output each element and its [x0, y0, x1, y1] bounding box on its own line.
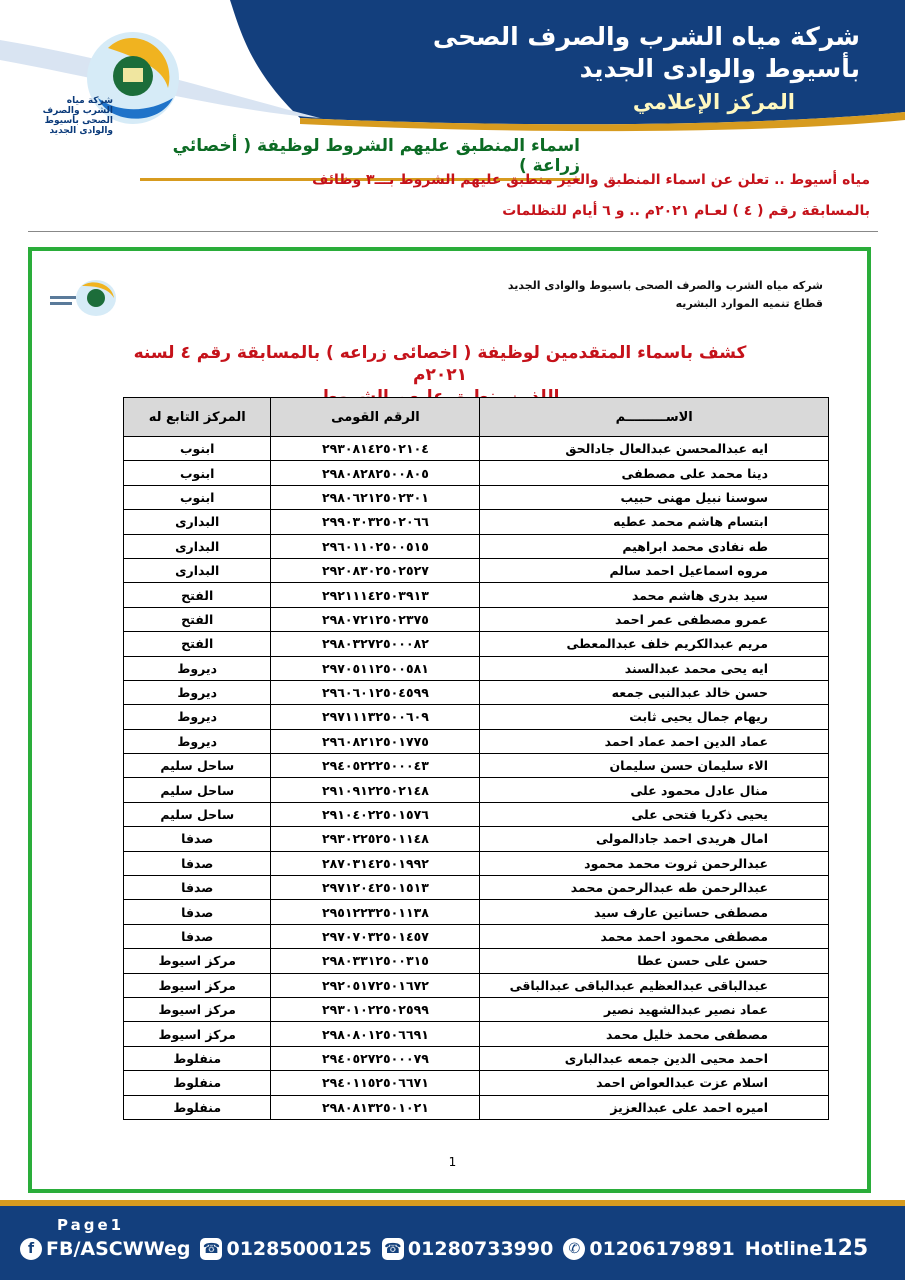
center-cell: الفتح	[124, 583, 271, 607]
center-cell: صدفا	[124, 900, 271, 924]
applicant-name-cell: طه نفادى محمد ابراهيم	[480, 534, 829, 558]
applicant-name-cell: الاء سليمان حسن سليمان	[480, 754, 829, 778]
applicant-name-cell: حسن خالد عبدالنبى جمعه	[480, 680, 829, 704]
table-row	[124, 827, 829, 851]
national-id-cell: ٢٨٧٠٣١٤٢٥٠١٩٩٢	[271, 851, 480, 875]
page-number: 1	[448, 1155, 457, 1169]
national-id-cell: ٢٩٨٠٨١٣٢٥٠١٠٢١	[271, 1095, 480, 1119]
applicant-name-cell: امال هريدى احمد جادالمولى	[480, 827, 829, 851]
national-id-cell: ٢٩٢٠٥١٧٢٥٠١٦٧٢	[271, 973, 480, 997]
table-row	[124, 485, 829, 509]
table-row	[124, 437, 829, 461]
center-cell: منفلوط	[124, 1095, 271, 1119]
page-label: Page1	[57, 1216, 125, 1234]
org-name: شركه مياه الشرب والصرف الصحى باسيوط والوادى الجديد	[507, 279, 823, 292]
national-id-cell: ٢٩٤٠٥٢٢٢٥٠٠٠٤٣	[271, 754, 480, 778]
center-cell: الفتح	[124, 607, 271, 631]
national-id-cell: ٢٩٥١٢٢٣٢٥٠١١٣٨	[271, 900, 480, 924]
national-id-cell: ٢٩٣٠٢٢٥٢٥٠١١٤٨	[271, 827, 480, 851]
announcement-title: اسماء المنطبق عليهم الشروط لوظيفة ( أخصائي زراعة )	[140, 136, 580, 181]
applicant-name-cell: ايه عبدالمحسن عبدالعال جادالحق	[480, 437, 829, 461]
national-id-cell: ٢٩٩٠٣٠٣٢٥٠٢٠٦٦	[271, 510, 480, 534]
phone-icon: ☎	[382, 1238, 404, 1260]
table-row	[124, 1046, 829, 1070]
facebook-link[interactable]	[20, 1238, 190, 1260]
national-id-cell: ٢٩٧١١١٣٢٥٠٠٦٠٩	[271, 705, 480, 729]
applicant-name-cell: منال عادل محمود على	[480, 778, 829, 802]
table-row	[124, 607, 829, 631]
table-row	[124, 705, 829, 729]
national-id-cell: ٢٩٤٠٥٢٧٢٥٠٠٠٧٩	[271, 1046, 480, 1070]
facebook-handle: FB/ASCWWeg	[46, 1237, 191, 1260]
applicant-name-cell: يحيى ذكريا فتحى على	[480, 802, 829, 826]
phone-icon: ☎	[200, 1238, 222, 1260]
table-row	[124, 876, 829, 900]
table-row	[124, 851, 829, 875]
center-cell: مركز اسيوط	[124, 997, 271, 1021]
table-row	[124, 924, 829, 948]
center-cell: صدفا	[124, 876, 271, 900]
table-row	[124, 1095, 829, 1119]
national-id-cell: ٢٩١٠٩١٢٢٥٠٢١٤٨	[271, 778, 480, 802]
applicants-table	[123, 397, 829, 1120]
national-id-cell: ٢٩٨٠٣٢٧٢٥٠٠٠٨٢	[271, 632, 480, 656]
divider	[28, 231, 878, 232]
national-id-cell: ٢٩٨٠٨٠١٢٥٠٦٦٩١	[271, 1022, 480, 1046]
center-cell: الفتح	[124, 632, 271, 656]
announcement-line1: مياه أسيوط .. تعلن عن اسماء المنطبق والغير منطبق عليهم الشروط بـــ٣ وظائف	[312, 172, 870, 188]
table-header-row	[124, 398, 829, 437]
table-row	[124, 973, 829, 997]
applicant-name-cell: اميره احمد على عبدالعزيز	[480, 1095, 829, 1119]
center-cell: مركز اسيوط	[124, 1022, 271, 1046]
facebook-icon: f	[20, 1238, 42, 1260]
table-row	[124, 754, 829, 778]
whatsapp-link[interactable]	[563, 1238, 734, 1260]
center-cell: منفلوط	[124, 1071, 271, 1095]
table-row	[124, 729, 829, 753]
national-id-cell: ٢٩٢٠٨٣٠٢٥٠٢٥٢٧	[271, 558, 480, 582]
applicant-name-cell: عبدالرحمن ثروت محمد محمود	[480, 851, 829, 875]
center-cell: صدفا	[124, 924, 271, 948]
national-id-cell: ٢٩٤٠١١٥٢٥٠٦٦٧١	[271, 1071, 480, 1095]
applicant-name-cell: احمد محيى الدين جمعه عبدالبارى	[480, 1046, 829, 1070]
phone-link-2[interactable]	[382, 1238, 553, 1260]
whatsapp-number: 01206179891	[589, 1237, 735, 1260]
contact-bar	[20, 1236, 890, 1261]
announcement-line2: بالمسابقة رقم ( ٤ ) لعـام ٢٠٢١م .. و ٦ أيام للتظلمات	[502, 203, 870, 219]
table-row	[124, 1071, 829, 1095]
center-cell: منفلوط	[124, 1046, 271, 1070]
national-id-cell: ٢٩٦٠٨٢١٢٥٠١٧٧٥	[271, 729, 480, 753]
center-cell: ابنوب	[124, 485, 271, 509]
sheet-logo	[48, 278, 118, 318]
phone-number-1: 01285000125	[226, 1237, 372, 1260]
table-row	[124, 632, 829, 656]
national-id-cell: ٢٩٦٠١١٠٢٥٠٠٥١٥	[271, 534, 480, 558]
center-cell: ديروط	[124, 729, 271, 753]
org-header	[508, 277, 823, 313]
table-row	[124, 510, 829, 534]
table-row	[124, 680, 829, 704]
center-cell: ديروط	[124, 680, 271, 704]
center-cell: ساحل سليم	[124, 778, 271, 802]
applicant-name-cell: سيد بدرى هاشم محمد	[480, 583, 829, 607]
center-cell: البدارى	[124, 534, 271, 558]
table-row	[124, 778, 829, 802]
national-id-cell: ٢٩٧١٢٠٤٢٥٠١٥١٣	[271, 876, 480, 900]
center-cell: ديروط	[124, 705, 271, 729]
center-cell: ساحل سليم	[124, 802, 271, 826]
media-center-label: المركز الإعلامي	[632, 90, 795, 114]
center-cell: ابنوب	[124, 461, 271, 485]
company-name-line2: بأسيوط والوادى الجديد	[579, 54, 860, 83]
header-banner	[0, 0, 905, 136]
hotline[interactable]	[745, 1236, 868, 1261]
national-id-cell: ٢٩٣٠١٠٢٢٥٠٢٥٩٩	[271, 997, 480, 1021]
applicant-name-cell: مصطفى محمد خليل محمد	[480, 1022, 829, 1046]
national-id-cell: ٢٩٧٠٥١١٢٥٠٠٥٨١	[271, 656, 480, 680]
company-name-line1: شركة مياه الشرب والصرف الصحى	[432, 22, 860, 51]
phone-number-2: 01280733990	[407, 1237, 554, 1260]
applicant-name-cell: سوسنا نبيل مهنى حبيب	[480, 485, 829, 509]
national-id-cell: ٢٩٨٠٦٢١٢٥٠٢٣٠١	[271, 485, 480, 509]
applicant-name-cell: مريم عبدالكريم خلف عبدالمعطى	[480, 632, 829, 656]
table-row	[124, 900, 829, 924]
table-row	[124, 558, 829, 582]
center-cell: مركز اسيوط	[124, 973, 271, 997]
center-cell: ساحل سليم	[124, 754, 271, 778]
applicant-name-cell: ايه يحى محمد عبدالسند	[480, 656, 829, 680]
org-department: قطاع تنميه الموارد البشريه	[675, 297, 823, 310]
applicant-name-cell: عمرو مصطفى عمر احمد	[480, 607, 829, 631]
applicant-name-cell: عبدالباقى عبدالعظيم عبدالباقى عبدالباقى	[480, 973, 829, 997]
center-cell: البدارى	[124, 558, 271, 582]
national-id-cell: ٢٩١٠٤٠٢٢٥٠١٥٧٦	[271, 802, 480, 826]
applicant-name-cell: عماد نصير عبدالشهيد نصير	[480, 997, 829, 1021]
applicant-name-cell: حسن على حسن عطا	[480, 949, 829, 973]
logo-caption: شركة مياه الشرب والصرف الصحى بأسيوط والوادى الجديد	[42, 96, 113, 136]
applicant-name-cell: مروه اسماعيل احمد سالم	[480, 558, 829, 582]
sheet-title-line1: كشف باسماء المتقدمين لوظيفة ( اخصائى زراعه ) بالمسابقة رقم ٤ لسنه ٢٠٢١م	[133, 343, 747, 385]
table-row	[124, 461, 829, 485]
table-row	[124, 534, 829, 558]
center-cell: ابنوب	[124, 437, 271, 461]
center-cell: صدفا	[124, 851, 271, 875]
applicant-name-cell: ريهام جمال يحيى ثابت	[480, 705, 829, 729]
applicant-name-cell: عماد الدين احمد عماد احمد	[480, 729, 829, 753]
table-row	[124, 583, 829, 607]
national-id-cell: ٢٩٦٠٦٠١٢٥٠٤٥٩٩	[271, 680, 480, 704]
center-cell: مركز اسيوط	[124, 949, 271, 973]
center-cell: صدفا	[124, 827, 271, 851]
phone-link-1[interactable]	[200, 1238, 371, 1260]
applicant-name-cell: مصطفى حسانين عارف سيد	[480, 900, 829, 924]
applicant-name-cell: ابتسام هاشم محمد عطيه	[480, 510, 829, 534]
whatsapp-icon: ✆	[563, 1238, 585, 1260]
table-row	[124, 997, 829, 1021]
national-id-cell: ٢٩٢١١١٤٢٥٠٣٩١٣	[271, 583, 480, 607]
table-row	[124, 949, 829, 973]
national-id-cell: ٢٩٧٠٧٠٣٢٥٠١٤٥٧	[271, 924, 480, 948]
applicant-name-cell: عبدالرحمن طه عبدالرحمن محمد	[480, 876, 829, 900]
applicant-name-cell: اسلام عزت عبدالعواض احمد	[480, 1071, 829, 1095]
national-id-cell: ٢٩٨٠٣٣١٢٥٠٠٣١٥	[271, 949, 480, 973]
table-row	[124, 1022, 829, 1046]
applicant-name-cell: دينا محمد على مصطفى	[480, 461, 829, 485]
hotline-number: 125	[822, 1236, 869, 1261]
column-header-national-id: الرقم القومى	[271, 398, 480, 437]
table-row	[124, 802, 829, 826]
table-row	[124, 656, 829, 680]
center-cell: البدارى	[124, 510, 271, 534]
applicant-name-cell: مصطفى محمود احمد محمد	[480, 924, 829, 948]
national-id-cell: ٢٩٨٠٧٢١٢٥٠٢٣٧٥	[271, 607, 480, 631]
national-id-cell: ٢٩٨٠٨٢٨٢٥٠٠٨٠٥	[271, 461, 480, 485]
column-header-center: المركز التابع له	[124, 398, 271, 437]
hotline-label: Hotline	[744, 1237, 823, 1260]
column-header-name: الاســـــــــم	[480, 398, 829, 437]
national-id-cell: ٢٩٣٠٨١٤٢٥٠٢١٠٤	[271, 437, 480, 461]
center-cell: ديروط	[124, 656, 271, 680]
